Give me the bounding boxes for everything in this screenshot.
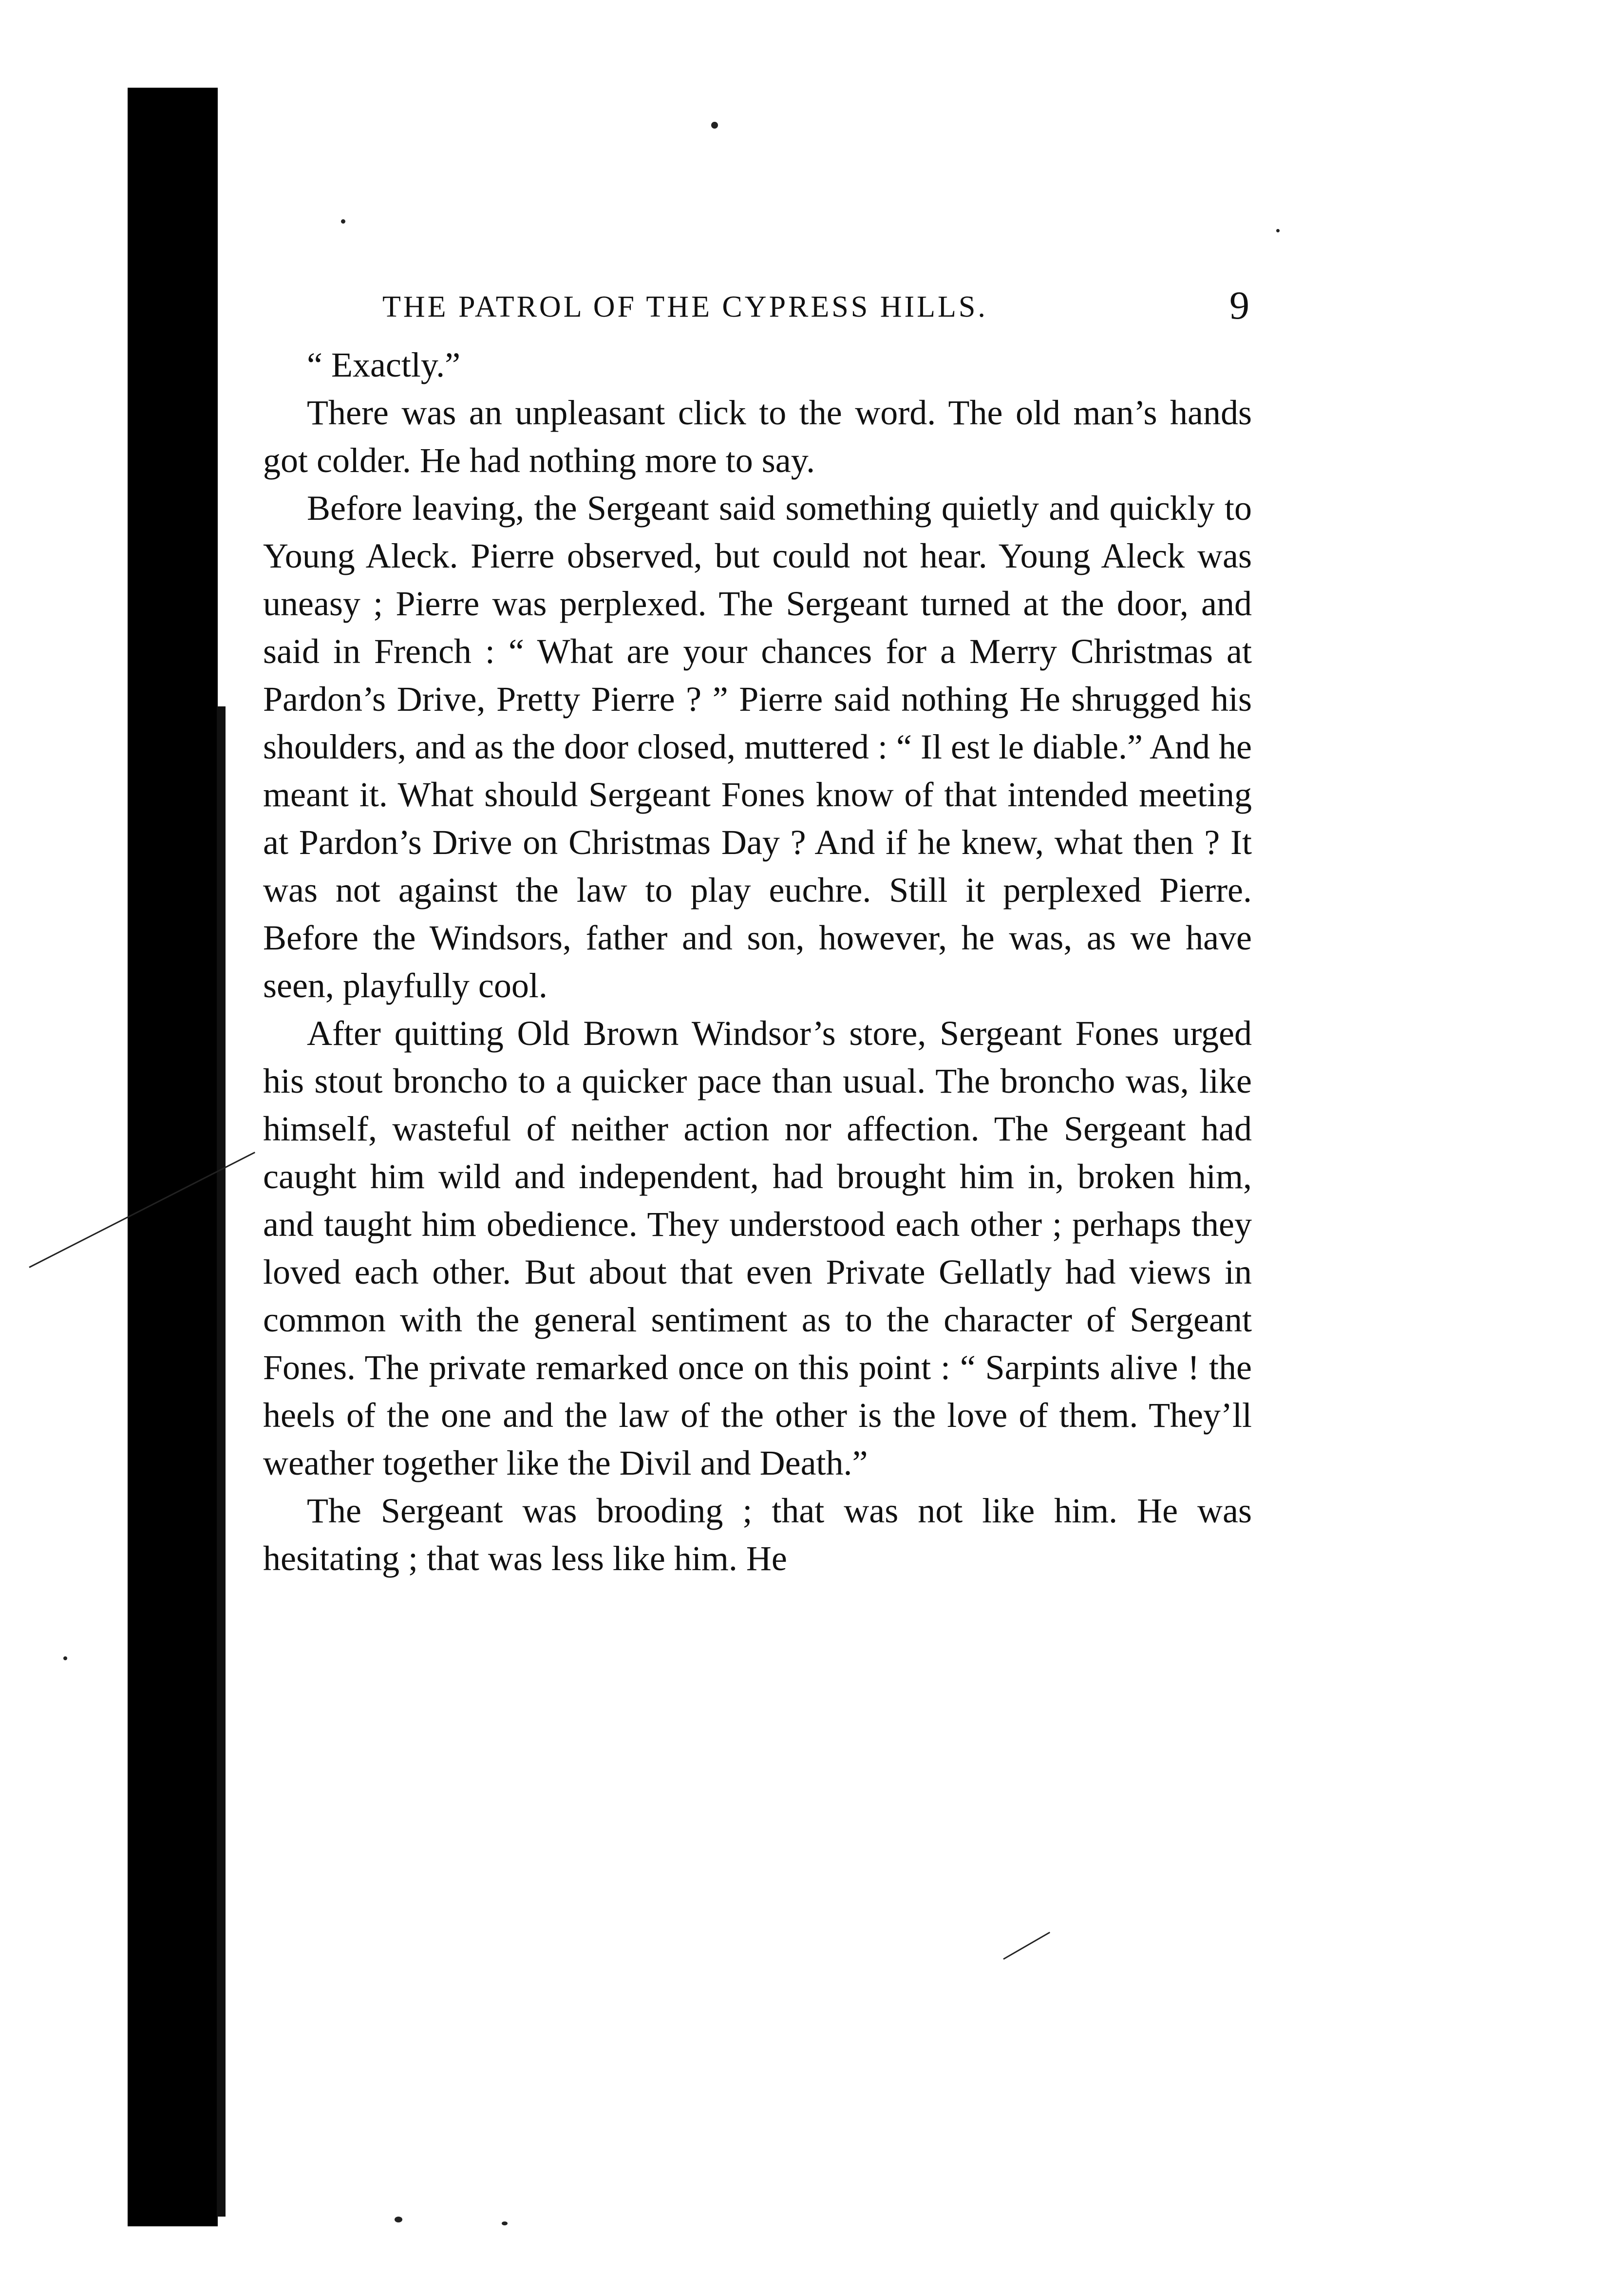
- scan-stray-line: [1003, 1932, 1050, 1960]
- scan-speck: [502, 2221, 508, 2225]
- paragraph-2: There was an unpleasant click to the word. The old man’s hands got colder. He had nothing more to say.: [263, 393, 1252, 480]
- scan-speck: [1276, 229, 1280, 232]
- scan-binding-shadow: [128, 88, 218, 2226]
- scan-speck: [63, 1656, 67, 1660]
- scan-speck: [395, 2217, 402, 2222]
- page-number: 9: [1229, 283, 1249, 327]
- paragraph-3: Before leaving, the Sergeant said something quietly and quickly to Young Aleck. Pierre observed, but could not hear. Young Aleck was uneasy ; Pierre was perplexed. The Sergeant turned at the door, and said in French : “ What are your chances for a Merry Christmas at Pardon’s Drive, Pretty Pierre ? ” Pierre said nothing He shrugged his shoulders, and as the door closed, muttered : “ Il est le diable.” And he meant it. What should Sergeant Fones know of that intended meeting at Pardon’s Drive on Christmas Day ? And if he knew, what then ? It was not against the law to play euchre. Still it perplexed Pierre. Before the Windsors, father and son, however, he was, as we have seen, playfully cool.: [263, 489, 1252, 1005]
- running-title: THE PATROL OF THE CYPRESS HILLS.: [382, 290, 988, 323]
- paragraph-1: “ Exactly.”: [307, 345, 461, 384]
- running-header: [263, 283, 1252, 341]
- scan-binding-edge: [217, 706, 226, 2217]
- book-page: [263, 283, 1252, 1582]
- paragraph-5: The Sergeant was brooding ; that was not like him. He was hesitating ; that was less like him. He: [263, 1491, 1252, 1578]
- paragraph-4: After quitting Old Brown Windsor’s store, Sergeant Fones urged his stout broncho to a quicker pace than usual. The broncho was, like himself, wasteful of neither action nor affection. The Sergeant had caught him wild and independent, had brought him in, broken him, and taught him obedience. They understood each other ; perhaps they loved each other. But about that even Private Gellatly had views in common with the general sentiment as to the character of Sergeant Fones. The private remarked once on this point : “ Sarpints alive ! the heels of the one and the law of the other is the love of them. They’ll weather together like the Divil and Death.”: [263, 1014, 1252, 1482]
- scan-speck: [341, 219, 345, 224]
- scan-speck: [711, 122, 718, 129]
